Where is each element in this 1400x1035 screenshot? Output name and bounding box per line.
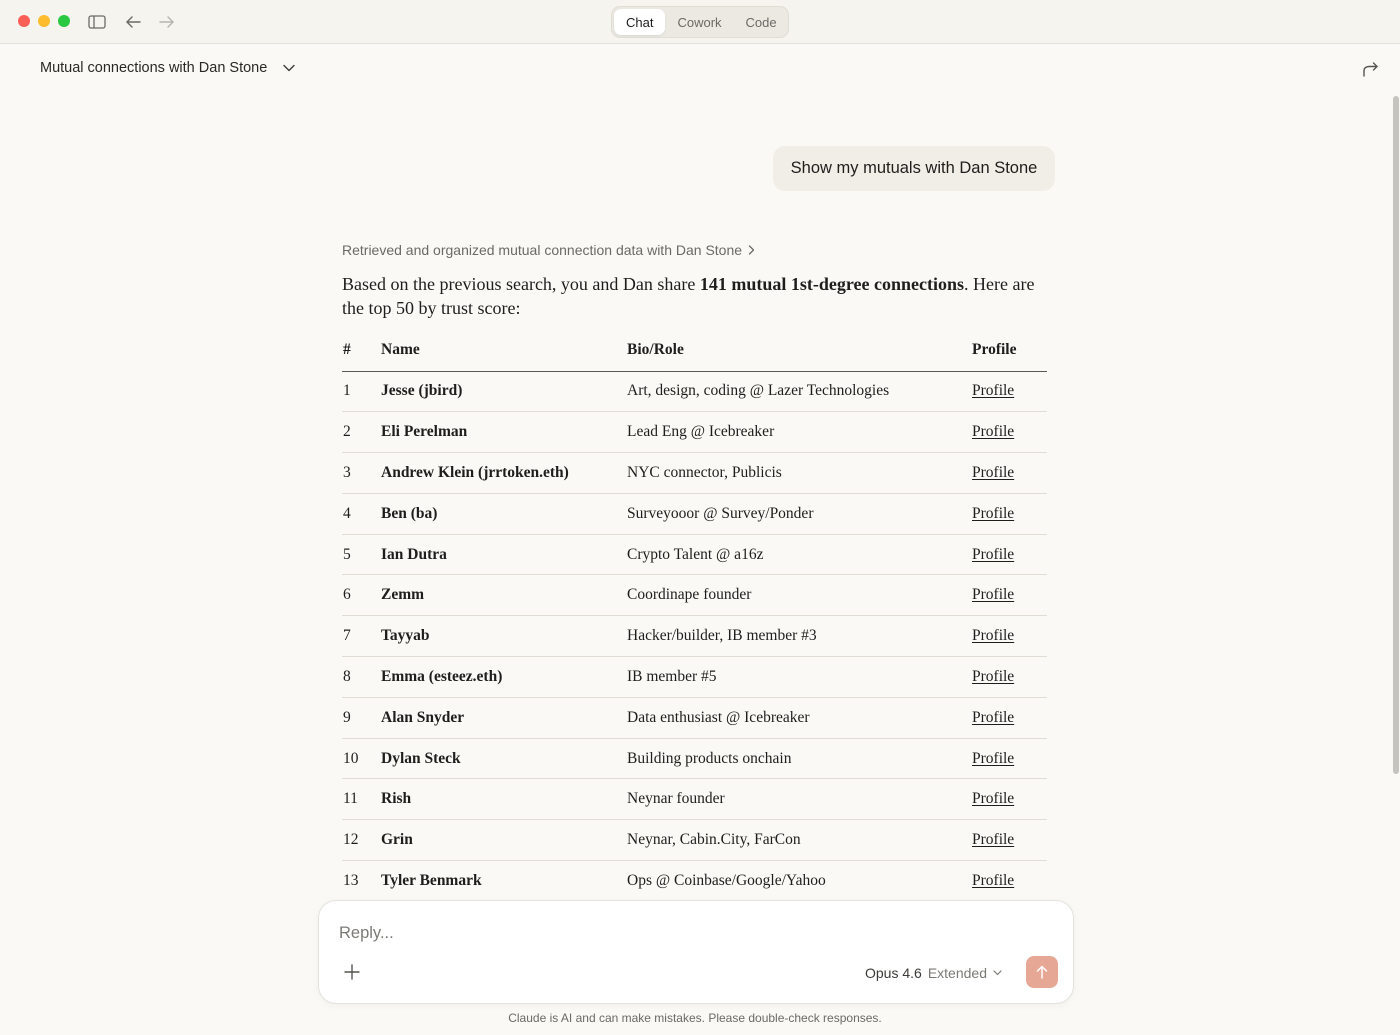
profile-link[interactable]: Profile: [972, 504, 1015, 522]
row-bio-role: Hacker/builder, IB member #3: [627, 616, 972, 657]
row-number: 3: [342, 453, 381, 494]
mode-switcher: [611, 6, 789, 38]
header-number: #: [342, 330, 381, 371]
reply-composer: [318, 900, 1074, 1004]
profile-link[interactable]: Profile: [972, 831, 1015, 849]
table-row: [342, 697, 1047, 738]
table-row: [342, 657, 1047, 698]
row-bio-role: NYC connector, Publicis: [627, 453, 972, 494]
user-message-bubble: [773, 146, 1055, 191]
header-name: Name: [381, 330, 627, 371]
row-name: Grin: [381, 820, 627, 861]
row-profile-cell: [972, 738, 1047, 779]
row-name: Eli Perelman: [381, 412, 627, 453]
row-profile-cell: [972, 697, 1047, 738]
row-name: Tyler Benmark: [381, 861, 627, 902]
row-number: 6: [342, 575, 381, 616]
row-number: 2: [342, 412, 381, 453]
answer-text-2: . Here are the top 50 by trust score:: [342, 274, 1035, 318]
close-window-button[interactable]: [18, 15, 30, 27]
table-row: [342, 779, 1047, 820]
profile-link[interactable]: Profile: [972, 586, 1015, 604]
row-name: Jesse (jbird): [381, 371, 627, 412]
chevron-down-icon: [283, 64, 295, 72]
mutuals-table: [342, 330, 1047, 943]
row-name: Andrew Klein (jrrtoken.eth): [381, 453, 627, 494]
table-row: [342, 738, 1047, 779]
reply-input[interactable]: [339, 921, 939, 945]
row-profile-cell: [972, 861, 1047, 902]
row-profile-cell: [972, 412, 1047, 453]
row-name: Rish: [381, 779, 627, 820]
row-name: Tayyab: [381, 616, 627, 657]
row-profile-cell: [972, 820, 1047, 861]
row-bio-role: Data enthusiast @ Icebreaker: [627, 697, 972, 738]
model-selector[interactable]: [865, 963, 1002, 983]
arrow-up-icon: [1036, 965, 1048, 979]
row-profile-cell: [972, 453, 1047, 494]
tab-code[interactable]: Code: [745, 14, 777, 30]
row-number: 10: [342, 738, 381, 779]
table-row: [342, 371, 1047, 412]
tab-chat[interactable]: Chat: [614, 9, 665, 35]
chevron-down-icon: [993, 970, 1002, 976]
row-bio-role: Ops @ Coinbase/Google/Yahoo: [627, 861, 972, 902]
table-row: [342, 575, 1047, 616]
row-name: Ian Dutra: [381, 534, 627, 575]
row-name: Emma (esteez.eth): [381, 657, 627, 698]
table-header-row: [342, 330, 1047, 371]
row-profile-cell: [972, 616, 1047, 657]
row-bio-role: IB member #5: [627, 657, 972, 698]
header-bio-role: Bio/Role: [627, 330, 972, 371]
row-profile-cell: [972, 657, 1047, 698]
row-name: Dylan Steck: [381, 738, 627, 779]
row-number: 9: [342, 697, 381, 738]
header-profile: Profile: [972, 330, 1047, 371]
profile-link[interactable]: Profile: [972, 382, 1015, 400]
profile-link[interactable]: Profile: [972, 667, 1015, 685]
tool-summary-text: Retrieved and organized mutual connection data with Dan Stone: [342, 242, 743, 258]
chevron-right-icon: [748, 245, 755, 255]
row-bio-role: Art, design, coding @ Lazer Technologies: [627, 371, 972, 412]
user-message-text: Show my mutuals with Dan Stone: [790, 159, 1038, 177]
profile-link[interactable]: Profile: [972, 749, 1015, 767]
mutuals-table-container: [342, 330, 1047, 901]
table-row: [342, 861, 1047, 902]
row-bio-role: Coordinape founder: [627, 575, 972, 616]
title-bar: [0, 0, 1400, 44]
table-row: [342, 412, 1047, 453]
row-number: 12: [342, 820, 381, 861]
chat-title-dropdown[interactable]: [40, 58, 295, 78]
profile-link[interactable]: Profile: [972, 463, 1015, 481]
back-arrow-icon[interactable]: [123, 12, 143, 32]
row-name: Alan Snyder: [381, 697, 627, 738]
profile-link[interactable]: Profile: [972, 871, 1015, 889]
profile-link[interactable]: Profile: [972, 790, 1015, 808]
add-attachment-button[interactable]: [341, 961, 363, 983]
tool-summary-toggle[interactable]: [342, 241, 755, 259]
row-number: 11: [342, 779, 381, 820]
answer-bold-text: 141 mutual 1st-degree connections: [699, 274, 965, 294]
sidebar-toggle-icon[interactable]: [87, 12, 107, 32]
row-bio-role: Lead Eng @ Icebreaker: [627, 412, 972, 453]
profile-link[interactable]: Profile: [972, 627, 1015, 645]
row-bio-role: Surveyooor @ Survey/Ponder: [627, 493, 972, 534]
assistant-answer: [342, 272, 1042, 320]
row-bio-role: Building products onchain: [627, 738, 972, 779]
plus-icon: [344, 964, 360, 980]
row-number: 4: [342, 493, 381, 534]
row-profile-cell: [972, 534, 1047, 575]
row-name: Ben (ba): [381, 493, 627, 534]
row-bio-role: Neynar, Cabin.City, FarCon: [627, 820, 972, 861]
row-profile-cell: [972, 779, 1047, 820]
tab-cowork[interactable]: Cowork: [677, 14, 722, 30]
row-profile-cell: [972, 371, 1047, 412]
send-button[interactable]: [1026, 956, 1058, 988]
scrollbar[interactable]: [1393, 96, 1399, 774]
profile-link[interactable]: Profile: [972, 545, 1015, 563]
profile-link[interactable]: Profile: [972, 423, 1015, 441]
model-name: Opus 4.6: [865, 965, 922, 981]
row-bio-role: Crypto Talent @ a16z: [627, 534, 972, 575]
table-row: [342, 616, 1047, 657]
table-row: [342, 493, 1047, 534]
model-mode: Extended: [927, 965, 987, 981]
row-number: 1: [342, 371, 381, 412]
forward-arrow-icon[interactable]: [157, 12, 177, 32]
row-number: 8: [342, 657, 381, 698]
table-row: [342, 820, 1047, 861]
minimize-window-button[interactable]: [38, 15, 50, 27]
row-number: 5: [342, 534, 381, 575]
share-icon[interactable]: [1362, 60, 1382, 80]
row-number: 13: [342, 861, 381, 902]
chat-title: Mutual connections with Dan Stone: [40, 60, 268, 76]
table-row: [342, 453, 1047, 494]
row-profile-cell: [972, 493, 1047, 534]
row-name: Zemm: [381, 575, 627, 616]
row-number: 7: [342, 616, 381, 657]
zoom-window-button[interactable]: [58, 15, 70, 27]
disclaimer: Claude is AI and can make mistakes. Please double-check responses.: [508, 1011, 882, 1025]
profile-link[interactable]: Profile: [972, 708, 1015, 726]
row-bio-role: Neynar founder: [627, 779, 972, 820]
answer-text-1: Based on the previous search, you and Dan share: [342, 274, 700, 294]
row-profile-cell: [972, 575, 1047, 616]
table-row: [342, 534, 1047, 575]
